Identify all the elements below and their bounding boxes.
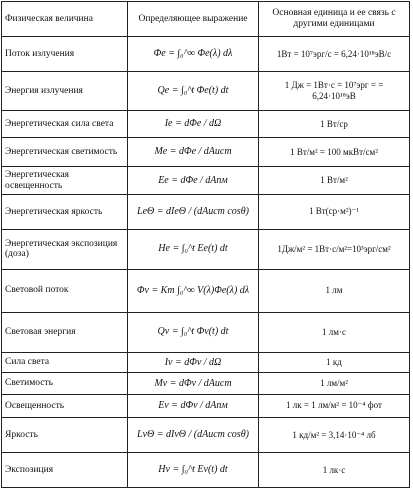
table-row	[2, 395, 410, 418]
header-quantity: Физическая величина	[2, 2, 128, 37]
header-expression: Определяющее выражение	[128, 2, 259, 37]
quantity-name: Световая энергия	[2, 312, 128, 353]
table-row	[2, 167, 410, 194]
quantity-name: Поток излучения	[2, 37, 128, 72]
physical-quantities-table	[1, 1, 410, 488]
table-row	[2, 312, 410, 353]
expression: Φe = ∫₀^∞ Φe(λ) dλ	[128, 37, 259, 72]
expression: Ie = dΦe / dΩ	[128, 111, 259, 138]
expression: Iv = dΦv / dΩ	[128, 353, 259, 373]
quantity-name: Световой поток	[2, 269, 128, 312]
unit: 1 лм/м²	[259, 373, 410, 395]
table-row	[2, 111, 410, 138]
table-row	[2, 37, 410, 72]
expression: Ee = dΦe / dAпм	[128, 167, 259, 194]
table-row	[2, 194, 410, 229]
unit: 1 лм	[259, 269, 410, 312]
quantity-name: Освещенность	[2, 395, 128, 418]
table-row	[2, 72, 410, 111]
unit: 1 Вт(ср·м²)⁻¹	[259, 194, 410, 229]
table-row	[2, 230, 410, 270]
quantity-name: Яркость	[2, 417, 128, 452]
header-row	[2, 2, 410, 37]
quantity-name: Энергетическая сила света	[2, 111, 128, 138]
quantity-name: Энергетическая экспозиция (доза)	[2, 230, 128, 270]
expression: Hv = ∫₀^t Ev(t) dt	[128, 453, 259, 488]
quantity-name: Светимость	[2, 373, 128, 395]
unit: 1 Дж = 1Вт·с = 10⁷эрг = = 6,24·10¹⁸эВ	[259, 72, 410, 111]
table-row	[2, 417, 410, 452]
quantity-name: Экспозиция	[2, 453, 128, 488]
table-row	[2, 269, 410, 312]
table-row	[2, 353, 410, 373]
quantity-name: Сила света	[2, 353, 128, 373]
expression: LeΘ = dIeΘ / (dAист cosθ)	[128, 194, 259, 229]
quantity-name: Энергетическая освещенность	[2, 167, 128, 194]
unit: 1Вт = 10⁷эрг/с = 6,24·10¹⁸эВ/с	[259, 37, 410, 72]
expression: Ev = dΦv / dAпм	[128, 395, 259, 418]
expression: Qe = ∫₀^t Φe(t) dt	[128, 72, 259, 111]
unit: 1 кд/м² = 3,14·10⁻⁴ лб	[259, 417, 410, 452]
expression: He = ∫₀^t Ee(t) dt	[128, 230, 259, 270]
unit: 1 лк·с	[259, 453, 410, 488]
expression: Φv = Km ∫₀^∞ V(λ)Φe(λ) dλ	[128, 269, 259, 312]
quantity-name: Энергия излучения	[2, 72, 128, 111]
unit: 1 Вт/м²	[259, 167, 410, 194]
unit: 1 Вт/м² = 100 мкВт/см²	[259, 138, 410, 167]
unit: 1 лм·с	[259, 312, 410, 353]
quantity-name: Энергетическая яркость	[2, 194, 128, 229]
expression: Mv = dΦv / dAист	[128, 373, 259, 395]
unit: 1Дж/м² = 1Вт·с/м²=10³эрг/см²	[259, 230, 410, 270]
header-unit: Основная единица и ее связь с другими единицами	[259, 2, 410, 37]
expression: Me = dΦe / dAист	[128, 138, 259, 167]
table-row	[2, 373, 410, 395]
unit: 1 кд	[259, 353, 410, 373]
expression: Qv = ∫₀^t Φv(t) dt	[128, 312, 259, 353]
unit: 1 Вт/ср	[259, 111, 410, 138]
quantity-name: Энергетическая светимость	[2, 138, 128, 167]
table-row	[2, 138, 410, 167]
table-row	[2, 453, 410, 488]
expression: LvΘ = dIvΘ / (dAист cosθ)	[128, 417, 259, 452]
unit: 1 лк = 1 лм/м² = 10⁻⁴ фот	[259, 395, 410, 418]
